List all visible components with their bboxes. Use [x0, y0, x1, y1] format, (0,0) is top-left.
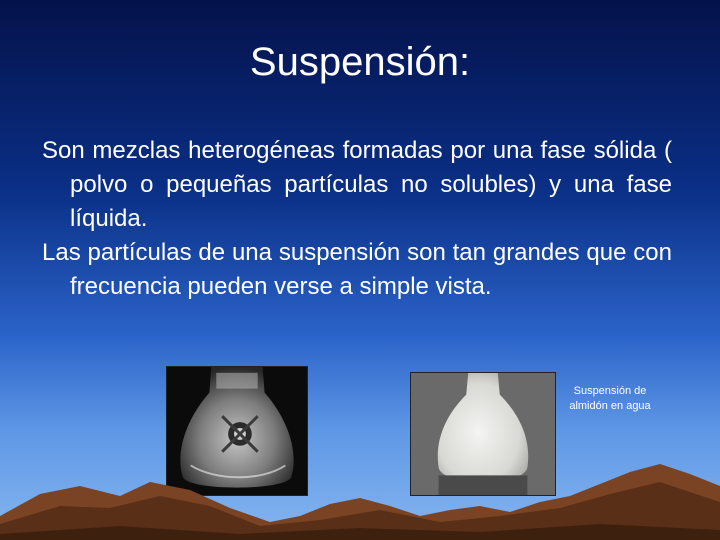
- paragraph-definition: Son mezclas heterogéneas formadas por una fase sólida ( polvo o pequeñas partículas no solubles) y una fase líquida.: [42, 137, 672, 232]
- photo-caption: Suspensión de almidón en agua: [569, 385, 651, 412]
- mountain-landscape: [0, 446, 720, 540]
- slide-title: Suspensión:: [249, 40, 471, 84]
- slide-body: [42, 134, 672, 304]
- paragraph-particles: Las partículas de una suspensión son tan grandes que con frecuencia pueden verse a simple vista.: [42, 239, 672, 300]
